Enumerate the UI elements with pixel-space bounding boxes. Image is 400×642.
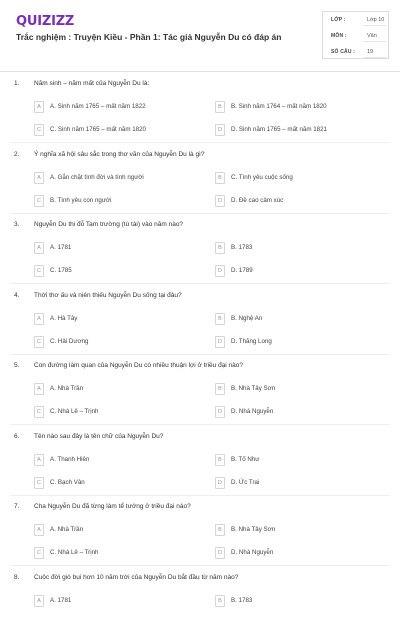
- option-text: C. 1785: [50, 267, 72, 274]
- question-number: 3.: [14, 221, 20, 228]
- option-letter-box: D: [215, 477, 225, 489]
- answer-option[interactable]: [215, 313, 375, 325]
- question-item: [0, 362, 400, 430]
- info-value: 19: [367, 48, 374, 55]
- option-text: A. Gắn chặt tình đời và tình người: [50, 173, 144, 181]
- option-letter-box: C: [34, 265, 44, 277]
- question-text: Nguyễn Du thi đỗ Tam trường (tú tài) vào năm nào?: [34, 221, 184, 228]
- option-text: B. Tình yêu con người: [50, 196, 112, 204]
- option-letter-box: C: [34, 547, 44, 559]
- option-text: A. 1781: [50, 596, 72, 604]
- answer-option[interactable]: [34, 265, 194, 277]
- option-letter-box: D: [215, 406, 225, 418]
- option-text: B. 1783: [231, 596, 253, 604]
- answer-option[interactable]: [34, 313, 194, 325]
- question-divider: [10, 142, 390, 143]
- question-item: [0, 574, 400, 642]
- info-label: MÔN :: [331, 33, 347, 39]
- answer-option[interactable]: [215, 124, 375, 136]
- question-number: 1.: [14, 80, 20, 87]
- info-row-class: [323, 12, 390, 28]
- option-text: A. Hà Tây: [50, 314, 78, 322]
- option-text: A. Nhà Trần: [50, 526, 84, 533]
- option-text: D. Sinh năm 1765 – mất năm 1821: [231, 126, 327, 133]
- answer-option[interactable]: [34, 595, 194, 607]
- option-text: D. Nhà Nguyễn: [231, 408, 274, 415]
- option-text: A. Nhà Trần: [50, 385, 84, 392]
- question-text: Cha Nguyễn Du đã từng làm tể tướng ở triều đại nào?: [34, 503, 191, 510]
- worksheet-header: [0, 0, 400, 72]
- info-label: LỚP :: [331, 17, 346, 23]
- option-text: C. Sinh năm 1765 – mất năm 1820: [50, 126, 146, 133]
- question-item: [0, 292, 400, 360]
- question-number: 6.: [14, 432, 20, 440]
- question-item: [0, 433, 400, 501]
- question-divider: [10, 283, 390, 284]
- answer-option[interactable]: [34, 242, 194, 254]
- answer-option[interactable]: [215, 172, 375, 184]
- answer-option[interactable]: [34, 547, 194, 559]
- option-letter-box: A: [34, 595, 44, 607]
- option-letter-box: C: [34, 477, 44, 489]
- answer-option[interactable]: [34, 406, 194, 418]
- question-item: [0, 503, 400, 571]
- option-text: D. Ức Trai: [231, 478, 260, 486]
- answer-option[interactable]: [34, 383, 194, 395]
- option-letter-box: A: [34, 242, 44, 254]
- answer-option[interactable]: [215, 595, 375, 607]
- answer-option[interactable]: [215, 454, 375, 466]
- info-value: Văn: [367, 32, 377, 39]
- option-letter-box: B: [215, 101, 225, 113]
- answer-option[interactable]: [34, 195, 194, 207]
- answer-option[interactable]: [34, 477, 194, 489]
- option-text: A. Sinh năm 1765 – mất năm 1822: [50, 103, 146, 110]
- option-letter-box: B: [215, 313, 225, 325]
- question-text: Năm sinh – năm mất của Nguyễn Du là:: [34, 80, 150, 87]
- question-text: Ý nghĩa xã hội sâu sắc trong thơ văn của Nguyễn Du là gì?: [34, 150, 205, 158]
- answer-option[interactable]: [34, 124, 194, 136]
- info-value: Lớp 10: [367, 16, 385, 23]
- answer-option[interactable]: [215, 265, 375, 277]
- option-letter-box: A: [34, 524, 44, 536]
- question-number: 7.: [14, 503, 20, 510]
- option-letter-box: B: [215, 242, 225, 254]
- option-text: C. Hải Dương: [50, 337, 89, 345]
- page-title: Trắc nghiệm : Truyện Kiều - Phần 1: Tác giả Nguyễn Du có đáp án: [16, 32, 282, 42]
- option-letter-box: D: [215, 124, 225, 136]
- question-number: 4.: [14, 291, 20, 299]
- answer-option[interactable]: [215, 242, 375, 254]
- answer-option[interactable]: [34, 524, 194, 536]
- option-letter-box: C: [34, 195, 44, 207]
- option-letter-box: B: [215, 595, 225, 607]
- option-letter-box: C: [34, 406, 44, 418]
- question-divider: [10, 424, 390, 425]
- question-number: 2.: [14, 150, 20, 158]
- answer-option[interactable]: [215, 406, 375, 418]
- question-item: [0, 80, 400, 148]
- quizizz-logo: QUIZIZZ: [16, 14, 75, 29]
- answer-option[interactable]: [215, 336, 375, 348]
- option-letter-box: D: [215, 265, 225, 277]
- info-box: [322, 11, 389, 59]
- option-text: D. Thăng Long: [231, 337, 272, 345]
- question-number: 5.: [14, 362, 20, 369]
- answer-option[interactable]: [215, 195, 375, 207]
- option-text: A. 1781: [50, 244, 72, 251]
- answer-option[interactable]: [215, 477, 375, 489]
- option-letter-box: A: [34, 172, 44, 184]
- answer-option[interactable]: [34, 172, 194, 184]
- question-text: Cuộc đời gió bụi hơn 10 năm trời của Nguyễn Du bắt đầu từ năm nào?: [34, 573, 239, 581]
- option-text: D. Đề cao cảm xúc: [231, 196, 284, 204]
- question-divider: [10, 565, 390, 566]
- option-letter-box: A: [34, 383, 44, 395]
- info-underline: [363, 57, 386, 58]
- option-text: C. Nhà Lê – Trịnh: [50, 408, 99, 415]
- question-text: Con đường làm quan của Nguyễn Du có nhiều thuận lợi ở triều đại nào?: [34, 362, 244, 369]
- option-text: C. Nhà Lê – Trịnh: [50, 549, 99, 556]
- option-text: B. Nghệ An: [231, 314, 263, 322]
- info-underline: [363, 41, 386, 42]
- info-row-count: [323, 44, 390, 60]
- question-text: Tên nào sau đây là tên chữ của Nguyễn Du?: [34, 432, 164, 440]
- option-letter-box: B: [215, 383, 225, 395]
- option-letter-box: D: [215, 547, 225, 559]
- option-letter-box: B: [215, 172, 225, 184]
- option-letter-box: B: [215, 454, 225, 466]
- answer-option[interactable]: [34, 336, 194, 348]
- answer-option[interactable]: [215, 524, 375, 536]
- info-underline: [363, 25, 386, 26]
- answer-option[interactable]: [34, 454, 194, 466]
- answer-option[interactable]: [34, 101, 194, 113]
- option-text: B. Nhà Tây Sơn: [231, 526, 276, 533]
- question-divider: [10, 213, 390, 214]
- option-letter-box: A: [34, 101, 44, 113]
- option-text: C. Bạch Vân: [50, 478, 85, 486]
- option-text: D. Nhà Nguyễn: [231, 549, 274, 556]
- option-text: D. 1789: [231, 267, 253, 274]
- option-letter-box: A: [34, 454, 44, 466]
- option-letter-box: A: [34, 313, 44, 325]
- option-letter-box: D: [215, 336, 225, 348]
- option-text: B. Nhà Tây Sơn: [231, 385, 276, 392]
- option-text: A. Thanh Hiên: [50, 455, 90, 463]
- info-label: SỐ CÂU :: [331, 49, 356, 55]
- question-number: 8.: [14, 573, 20, 581]
- question-text: Thời thơ ấu và niên thiếu Nguyễn Du sống tại đâu?: [34, 291, 182, 299]
- option-text: B. Sinh năm 1764 – mất năm 1820: [231, 103, 327, 110]
- option-letter-box: D: [215, 195, 225, 207]
- option-text: B. Tố Như: [231, 455, 260, 463]
- option-letter-box: C: [34, 124, 44, 136]
- info-row-subject: [323, 28, 390, 44]
- option-text: B. 1783: [231, 244, 253, 251]
- option-text: C. Tình yêu cuộc sống: [231, 173, 293, 181]
- option-letter-box: C: [34, 336, 44, 348]
- question-item: [0, 221, 400, 289]
- question-divider: [10, 354, 390, 355]
- answer-option[interactable]: [215, 547, 375, 559]
- answer-option[interactable]: [215, 383, 375, 395]
- question-divider: [10, 495, 390, 496]
- answer-option[interactable]: [215, 101, 375, 113]
- question-item: [0, 151, 400, 219]
- option-letter-box: B: [215, 524, 225, 536]
